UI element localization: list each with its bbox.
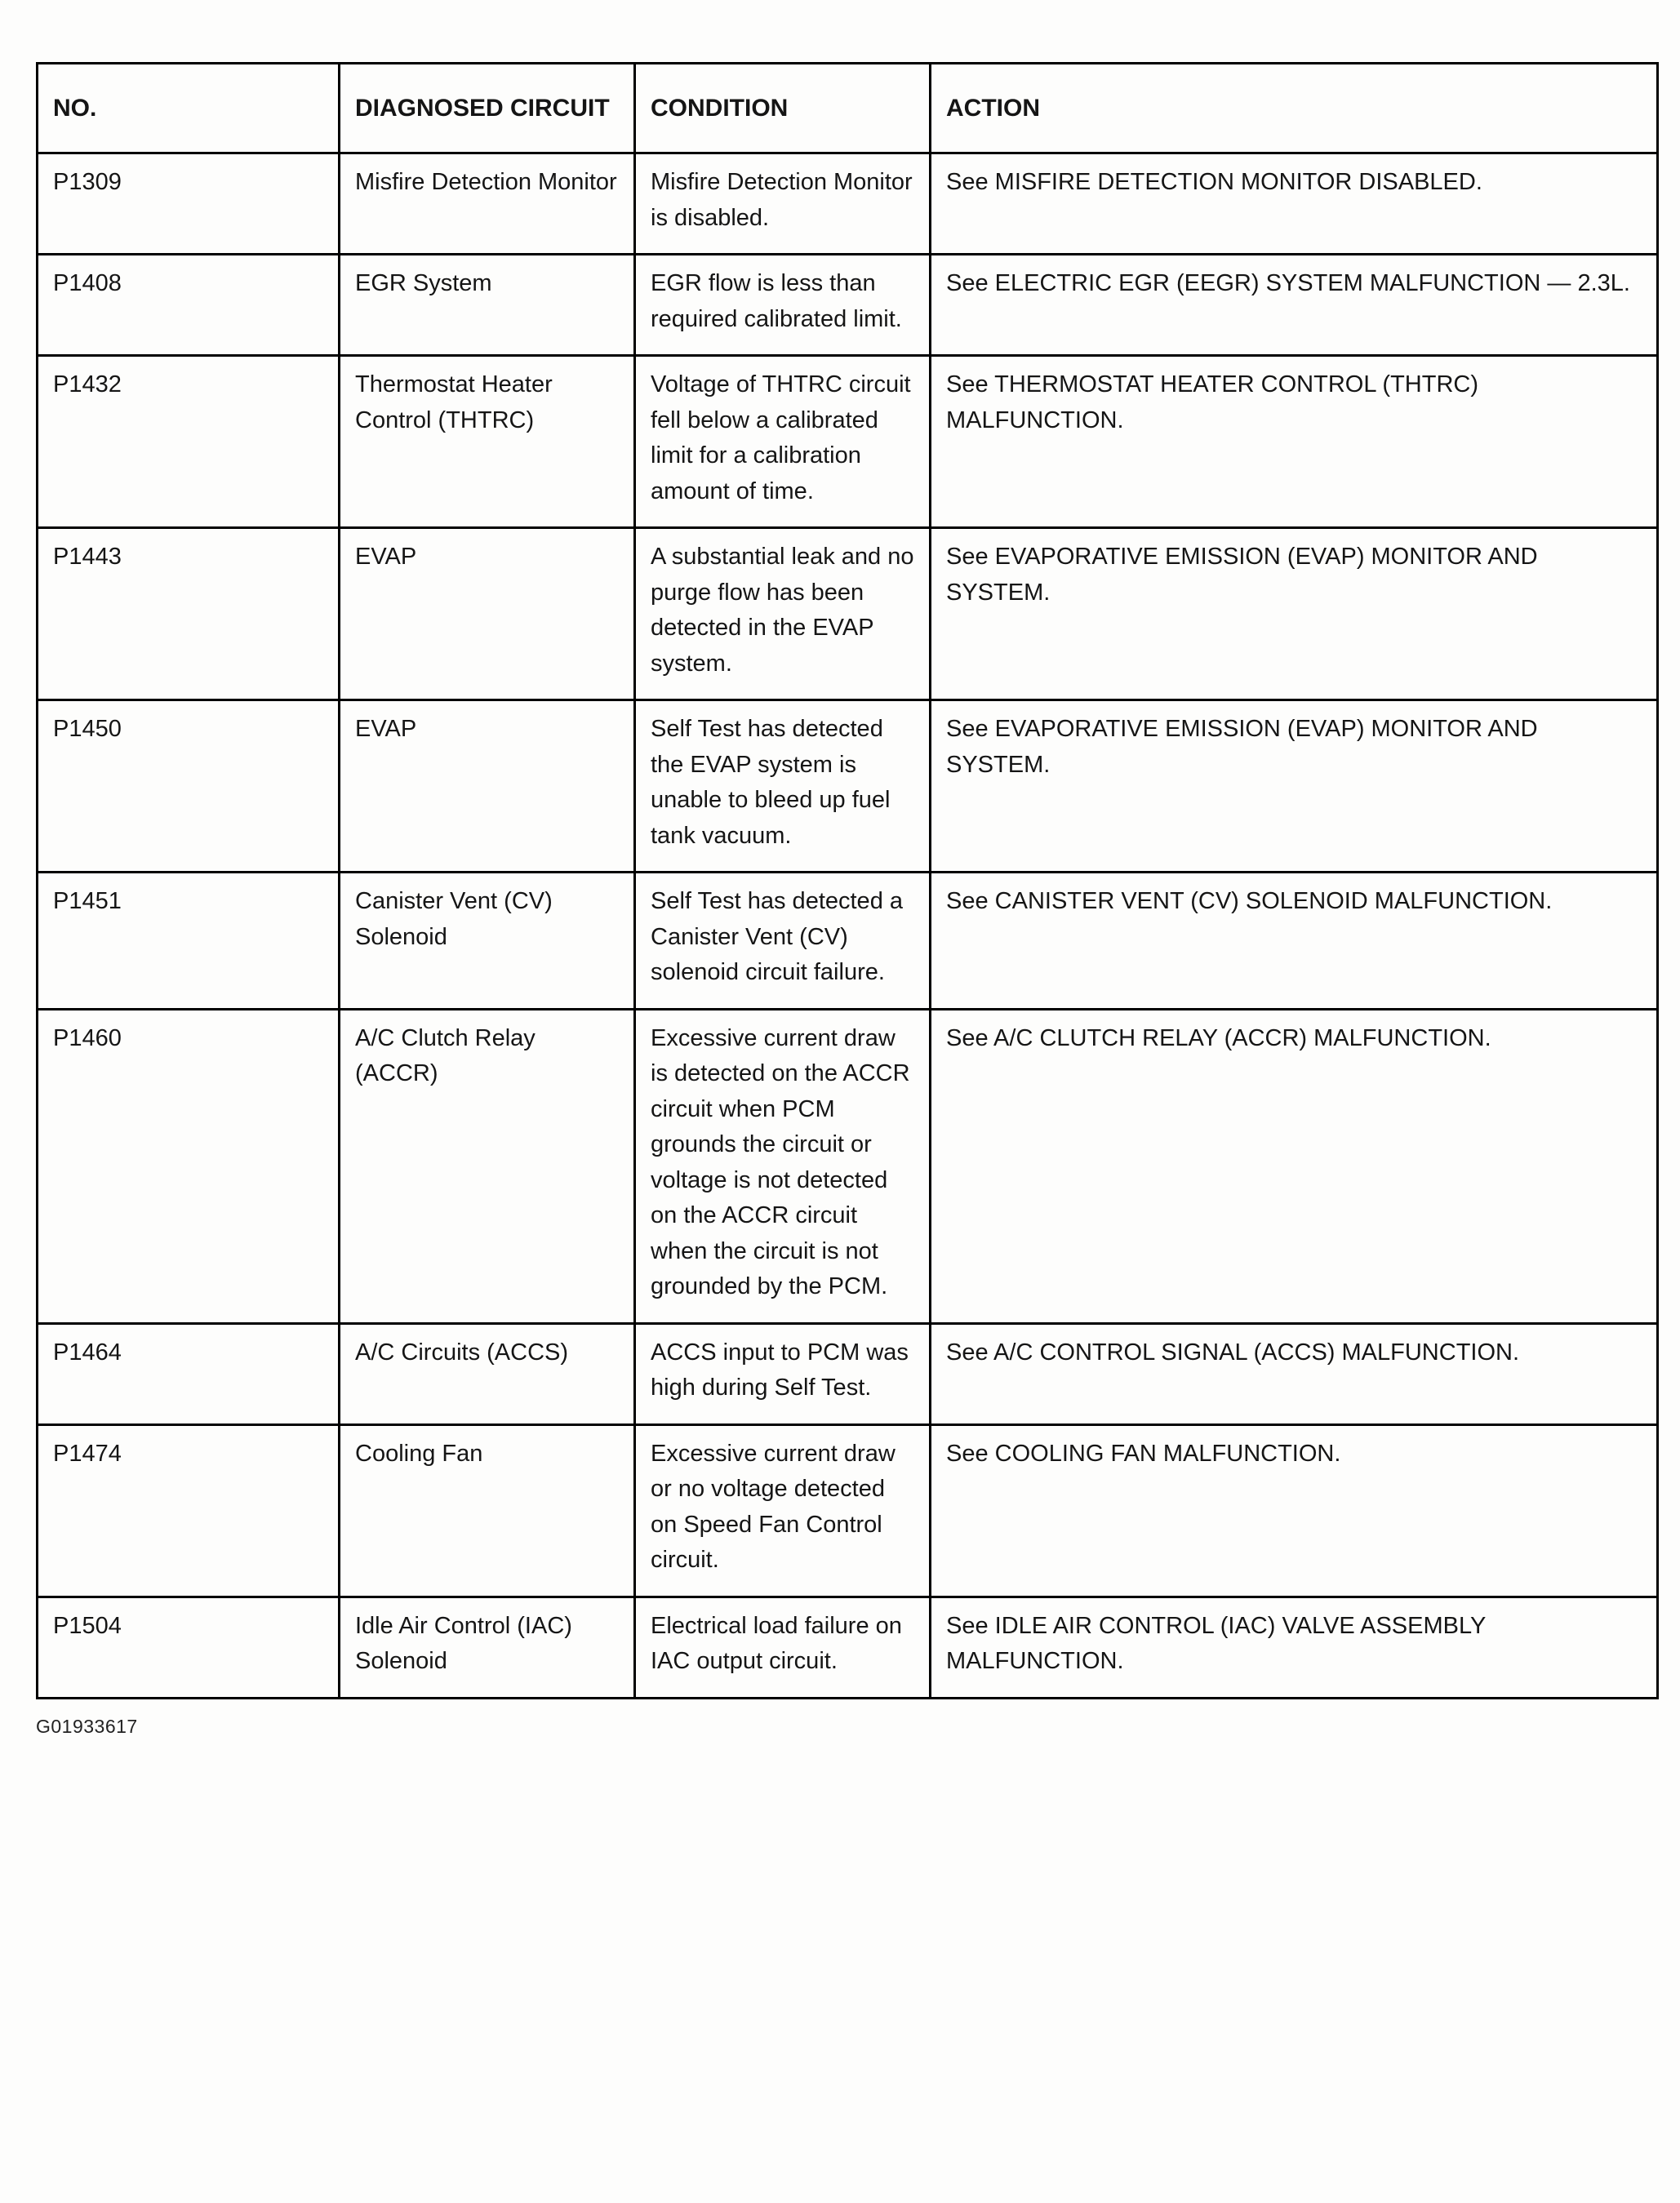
action: See ELECTRIC EGR (EEGR) SYSTEM MALFUNCTION — 2.3L. xyxy=(931,255,1658,356)
dtc-code: P1309 xyxy=(38,153,340,255)
condition: Excessive current draw or no voltage detected on Speed Fan Control circuit. xyxy=(635,1424,931,1597)
table-row xyxy=(38,1597,1658,1698)
condition: Self Test has detected the EVAP system is unable to bleed up fuel tank vacuum. xyxy=(635,700,931,873)
table-row xyxy=(38,1323,1658,1424)
diagnosed-circuit: A/C Clutch Relay (ACCR) xyxy=(340,1009,635,1323)
dtc-code: P1432 xyxy=(38,356,340,528)
diagnosed-circuit: A/C Circuits (ACCS) xyxy=(340,1323,635,1424)
figure-id: G01933617 xyxy=(36,1715,138,1737)
condition: Self Test has detected a Canister Vent (CV) solenoid circuit failure. xyxy=(635,873,931,1010)
diagnosed-circuit: EVAP xyxy=(340,528,635,700)
action: See A/C CONTROL SIGNAL (ACCS) MALFUNCTION. xyxy=(931,1323,1658,1424)
table-row xyxy=(38,153,1658,255)
column-header-diagnosed-circuit: DIAGNOSED CIRCUIT xyxy=(340,64,635,153)
condition: Excessive current draw is detected on the ACCR circuit when PCM grounds the circuit or voltage is not detected on the ACCR circuit when the circuit is not grounded by the PCM. xyxy=(635,1009,931,1323)
action: See THERMOSTAT HEATER CONTROL (THTRC) MALFUNCTION. xyxy=(931,356,1658,528)
dtc-code: P1504 xyxy=(38,1597,340,1698)
dtc-code: P1408 xyxy=(38,255,340,356)
column-header-condition: CONDITION xyxy=(635,64,931,153)
condition: ACCS input to PCM was high during Self Test. xyxy=(635,1323,931,1424)
diagnosed-circuit: Idle Air Control (IAC) Solenoid xyxy=(340,1597,635,1698)
dtc-table xyxy=(36,62,1659,1699)
table-row xyxy=(38,873,1658,1010)
diagnosed-circuit: EVAP xyxy=(340,700,635,873)
table-row xyxy=(38,1009,1658,1323)
table-row xyxy=(38,1424,1658,1597)
dtc-code: P1460 xyxy=(38,1009,340,1323)
condition: Voltage of THTRC circuit fell below a calibrated limit for a calibration amount of time. xyxy=(635,356,931,528)
action: See EVAPORATIVE EMISSION (EVAP) MONITOR AND SYSTEM. xyxy=(931,700,1658,873)
document-page xyxy=(36,62,1659,1738)
diagnosed-circuit: Canister Vent (CV) Solenoid xyxy=(340,873,635,1010)
column-header-no: NO. xyxy=(38,64,340,153)
action: See EVAPORATIVE EMISSION (EVAP) MONITOR AND SYSTEM. xyxy=(931,528,1658,700)
diagnosed-circuit: Misfire Detection Monitor xyxy=(340,153,635,255)
table-row xyxy=(38,528,1658,700)
table-row xyxy=(38,255,1658,356)
dtc-code: P1450 xyxy=(38,700,340,873)
diagnosed-circuit: EGR System xyxy=(340,255,635,356)
diagnosed-circuit: Cooling Fan xyxy=(340,1424,635,1597)
condition: Electrical load failure on IAC output circuit. xyxy=(635,1597,931,1698)
action: See IDLE AIR CONTROL (IAC) VALVE ASSEMBLY MALFUNCTION. xyxy=(931,1597,1658,1698)
action: See COOLING FAN MALFUNCTION. xyxy=(931,1424,1658,1597)
dtc-code: P1443 xyxy=(38,528,340,700)
action: See MISFIRE DETECTION MONITOR DISABLED. xyxy=(931,153,1658,255)
condition: Misfire Detection Monitor is disabled. xyxy=(635,153,931,255)
table-row xyxy=(38,700,1658,873)
table-header-row xyxy=(38,64,1658,153)
action: See CANISTER VENT (CV) SOLENOID MALFUNCTION. xyxy=(931,873,1658,1010)
action: See A/C CLUTCH RELAY (ACCR) MALFUNCTION. xyxy=(931,1009,1658,1323)
dtc-code: P1474 xyxy=(38,1424,340,1597)
dtc-code: P1464 xyxy=(38,1323,340,1424)
diagnosed-circuit: Thermostat Heater Control (THTRC) xyxy=(340,356,635,528)
condition: A substantial leak and no purge flow has been detected in the EVAP system. xyxy=(635,528,931,700)
dtc-code: P1451 xyxy=(38,873,340,1010)
table-row xyxy=(38,356,1658,528)
condition: EGR flow is less than required calibrated limit. xyxy=(635,255,931,356)
column-header-action: ACTION xyxy=(931,64,1658,153)
